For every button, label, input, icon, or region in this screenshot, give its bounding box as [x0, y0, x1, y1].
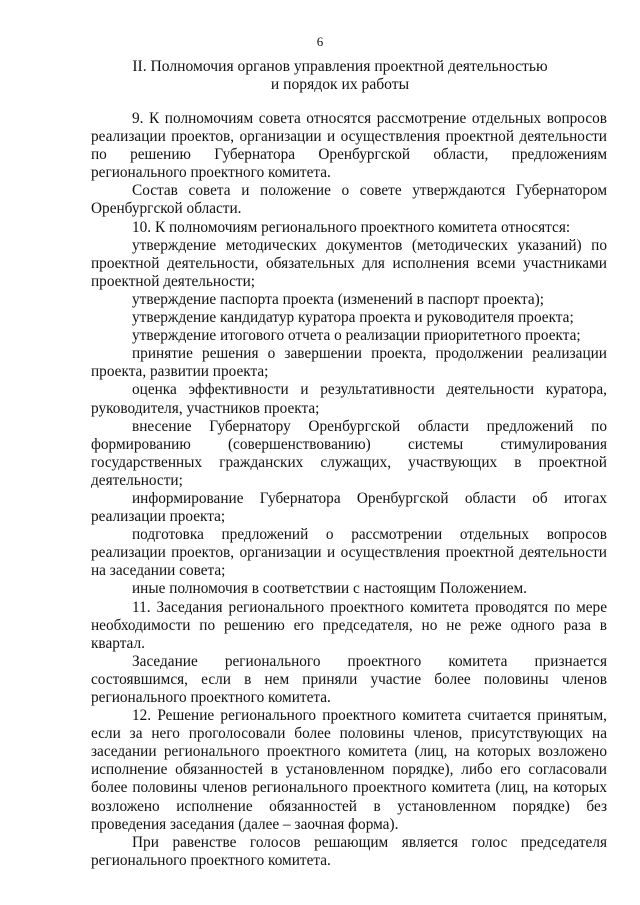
paragraph-10: 10. К полномочиям регионального проектного комитета относятся:: [132, 218, 571, 236]
list-item-governor-informing: информирование Губернатора Оренбургской области об итогах реализации проекта;: [91, 489, 607, 526]
list-item-stimulation-proposals: внесение Губернатору Оренбургской области предложений по формированию (совершенствованию) системы стимулирования государственных гражданских служащих, участвующих в проектной деятельности;: [91, 417, 607, 489]
list-item-final-report: утверждение итогового отчета о реализации приоритетного проекта;: [132, 327, 581, 345]
paragraph-quorum: Заседание регионального проектного комитета признается состоявшимся, если в нем приняли участие более половины членов регионального проектного комитета.: [91, 652, 607, 706]
section-heading-line-2: и порядок их работы: [270, 76, 410, 93]
paragraph-11: 11. Заседания регионального проектного комитета проводятся по мере необходимости по решению его председателя, но не реже одного раза в квартал.: [91, 598, 607, 652]
paragraph-12: 12. Решение регионального проектного комитета считается принятым, если за него проголосовали более половины членов, присутствующих на заседании регионального проектного комитета (лиц, на которых возложено исполнение обязанностей в установленном порядке), либо его согласовали более половины членов регионального проектного комитета (лиц, на которых возложено исполнение обязанностей в установленном порядке) без проведения заседания (далее – заочная форма).: [91, 707, 607, 833]
list-item-methodical-documents: утверждение методических документов (методических указаний) по проектной деятельности, обязательных для исполнения всеми участниками проектной деятельности;: [91, 236, 607, 290]
list-item-efficiency-assessment: оценка эффективности и результативности деятельности куратора, руководителя, участников проекта;: [91, 381, 607, 417]
list-item-council-proposals: подготовка предложений о рассмотрении отдельных вопросов реализации проектов, организации и осуществления проектной деятельности на заседании совета;: [91, 526, 607, 580]
list-item-project-passport: утверждение паспорта проекта (изменений в паспорт проекта);: [132, 290, 544, 308]
list-item-other-powers: иные полномочия в соответствии с настоящим Положением.: [132, 580, 527, 598]
paragraph-council-composition: Состав совета и положение о совете утверждаются Губернатором Оренбургской области.: [91, 182, 607, 218]
section-heading: [100, 58, 580, 94]
document-body: [91, 110, 607, 870]
page-number: 6: [316, 34, 324, 49]
list-item-project-decision: принятие решения о завершении проекта, продолжении реализации проекта, развитии проекта;: [91, 345, 607, 381]
section-heading-line-1: II. Полномочия органов управления проектной деятельностью: [132, 58, 548, 75]
paragraph-casting-vote: При равенстве голосов решающим является голос председателя регионального проектного комитета.: [91, 833, 607, 869]
paragraph-9: 9. К полномочиям совета относятся рассмотрение отдельных вопросов реализации проектов, организации и осуществления проектной деятельности по решению Губернатора Оренбургской области, предложениям регионального проектного комитета.: [91, 110, 607, 182]
list-item-curator-candidates: утверждение кандидатур куратора проекта и руководителя проекта;: [132, 309, 574, 327]
